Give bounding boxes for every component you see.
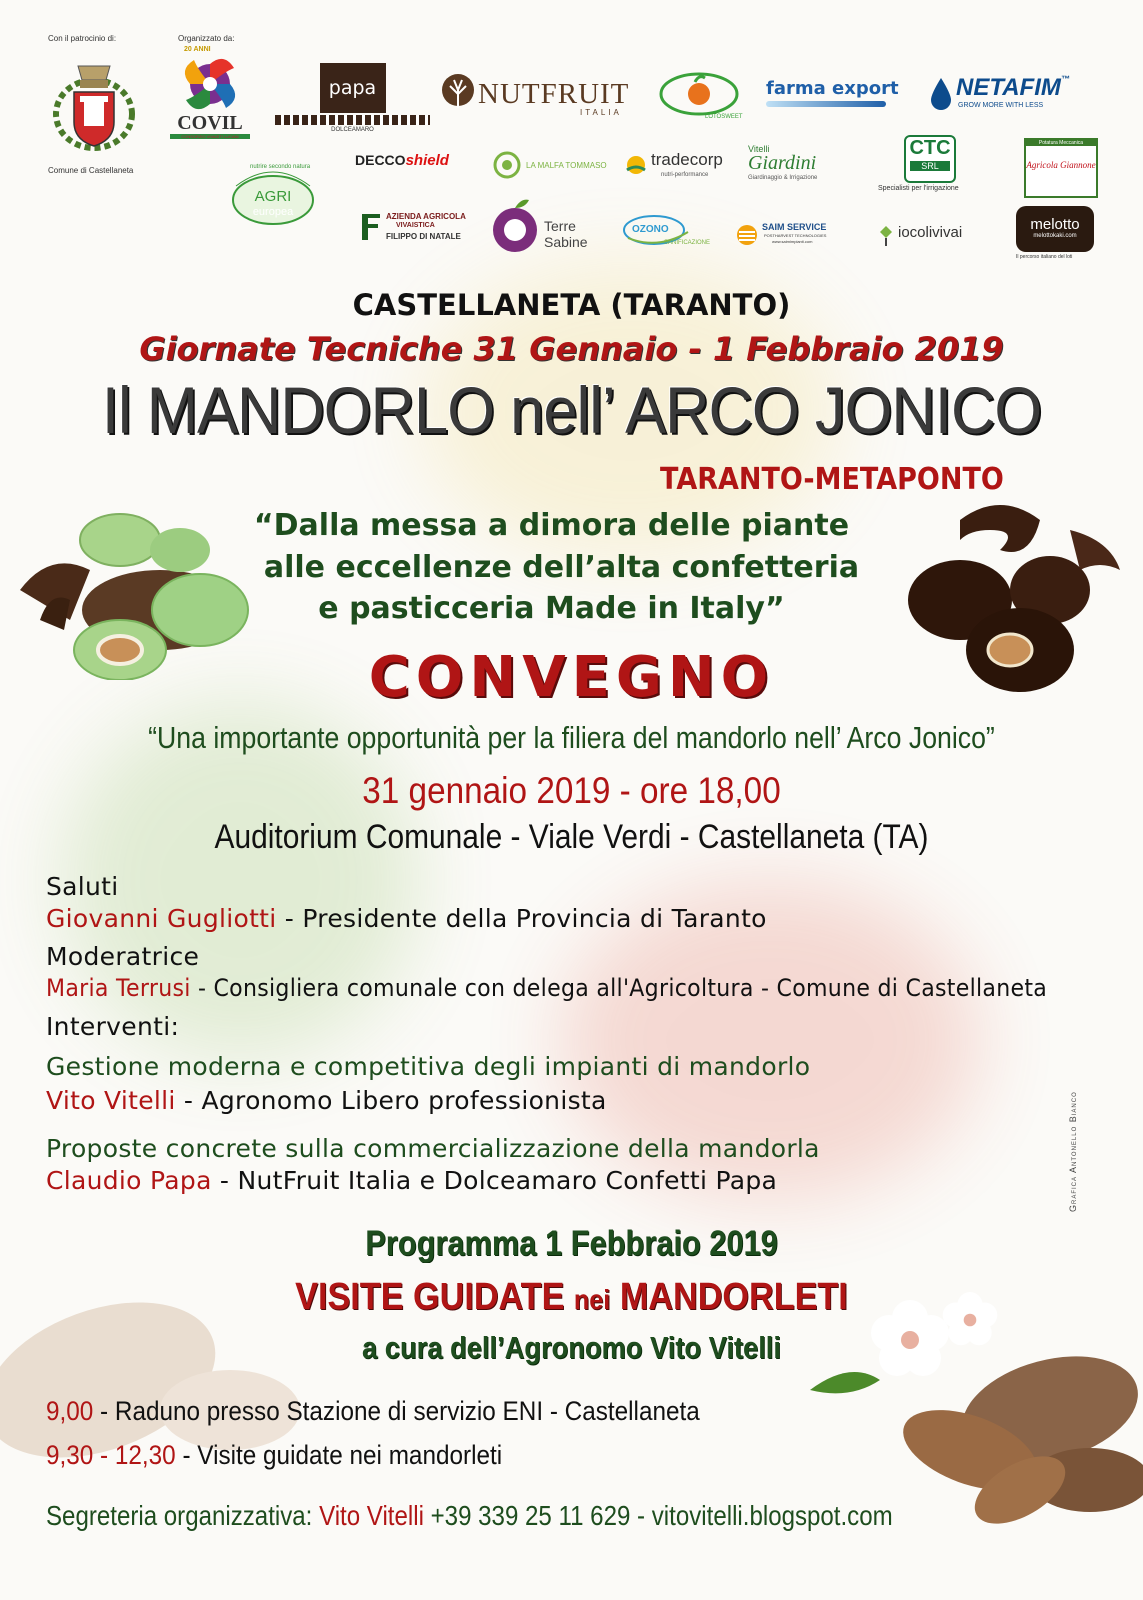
saluti-role: - Presidente della Provincia di Taranto <box>276 904 767 933</box>
filippo-l2: VIVAISTICA <box>396 222 435 229</box>
papa-sub: DOLCEAMARO <box>331 127 374 133</box>
convegno-datetime: 31 gennaio 2019 - ore 18,00 <box>362 770 781 811</box>
giardini-logo <box>748 144 848 190</box>
nutfruit-logo <box>440 72 640 116</box>
covil-sub: CONSORZIO VIVAISTI LUCANI <box>170 134 250 139</box>
talk1-role: - Agronomo Libero professionista <box>175 1086 607 1115</box>
almond-blossom-image <box>800 1290 1143 1530</box>
visite-b: nei <box>573 1284 611 1315</box>
moderatrice-role: - Consigliera comunale con delega all'Agricoltura - Comune di Castellaneta <box>190 974 1048 1002</box>
main-title: Il MANDORLO nell’ ARCO JONICO <box>101 373 1042 447</box>
location-title: CASTELLANETA (TARANTO) <box>352 288 791 322</box>
terre-l2: Sabine <box>544 234 588 250</box>
convegno-heading: CONVEGNO <box>368 645 775 710</box>
region-subtitle: TARANTO-METAPONTO <box>660 462 1004 497</box>
item1-time: 9,00 <box>46 1396 94 1426</box>
terre-sabine-logo <box>490 196 610 260</box>
moderatrice-line <box>46 974 1047 1002</box>
melotto-url: melottokaki.com <box>1033 233 1077 239</box>
organized-label: Organizzato da: <box>178 34 235 43</box>
agri-sub: europea <box>252 206 294 218</box>
saluti-line <box>46 904 767 933</box>
convegno-subtitle: “Una importante opportunità per la filiera del mandorlo nell’ Arco Jonico” <box>148 720 995 755</box>
item2-text: - Visite guidate nei mandorleti <box>175 1440 503 1470</box>
tradecorp-sub: nutri-performance <box>661 172 709 178</box>
saim-sub: POSTHARVEST TECHNOLOGIES <box>764 233 827 238</box>
netafim-name-text: NETAFIM <box>956 74 1061 101</box>
interventi-label: Interventi: <box>46 1012 180 1041</box>
item1-text: - Raduno presso Stazione di servizio ENI - Castellaneta <box>93 1396 700 1426</box>
cura-line: a cura dell’Agronomo Vito Vitelli <box>362 1330 781 1365</box>
saluti-label: Saluti <box>46 872 119 901</box>
iocoli-logo <box>878 222 988 252</box>
quote-line2: alle eccellenze dell’alta confetteria <box>263 550 860 585</box>
agri-europea-logo <box>228 162 318 228</box>
giardini-sub: Giardinaggio & Irrigazione <box>748 175 818 181</box>
comune-caption: Comune di Castellaneta <box>48 166 134 175</box>
papa-logo <box>275 63 430 141</box>
day2-item1 <box>46 1396 700 1427</box>
day2-item2 <box>46 1440 502 1471</box>
graphic-credit: Grafica Antonello Bianco <box>1068 1091 1078 1212</box>
agri-arc: nutrire secondo natura <box>250 164 311 170</box>
moderatrice-label: Moderatrice <box>46 942 200 971</box>
decco-a: DECCO <box>355 152 406 168</box>
ozono-sub: SANIFICAZIONE <box>664 240 711 246</box>
decco-b: shield <box>405 152 449 169</box>
quote-line3: e pasticceria Made in Italy” <box>318 591 785 626</box>
nutfruit-name: NUTFRUIT <box>478 78 630 110</box>
item2-time: 9,30 - 12,30 <box>46 1440 176 1470</box>
covil-logo <box>170 48 250 144</box>
covil-name: COVIL <box>177 112 243 134</box>
footer-site: - vitovitelli.blogspot.com <box>630 1500 893 1531</box>
lotosweet-logo <box>655 68 745 124</box>
footer-name: Vito Vitelli <box>319 1500 424 1531</box>
talk1-name: Vito Vitelli <box>46 1086 176 1115</box>
visite-a: VISITE GUIDATE <box>295 1276 574 1318</box>
terre-l1: Terre <box>544 218 576 234</box>
talk2-role: - NutFruit Italia e Dolceamaro Confetti Papa <box>211 1166 778 1195</box>
filippo-l3: FILIPPO DI NATALE <box>386 232 461 241</box>
filippo-logo <box>360 212 480 246</box>
papa-greek-border <box>275 115 430 125</box>
ctc-sub: Specialisti per l'irrigazione <box>878 185 959 192</box>
saim-url: www.saimimpianti.com <box>772 239 813 244</box>
comune-crest <box>50 52 138 162</box>
nutfruit-sub: ITALIA <box>580 108 622 117</box>
ctc-name: CTC <box>909 137 951 159</box>
ozono-logo <box>620 212 720 252</box>
farma-export-name: farma export <box>766 78 899 99</box>
agricola-top: Potatura Meccanica <box>1026 140 1096 146</box>
quote-line1: “Dalla messa a dimora delle piante <box>253 508 850 543</box>
convegno-venue: Auditorium Comunale - Viale Verdi - Castellaneta (TA) <box>214 818 929 856</box>
talk2-line <box>46 1166 777 1195</box>
filippo-l1: AZIENDA AGRICOLA <box>386 212 466 221</box>
saim-name: SAIM SERVICE <box>762 222 827 232</box>
lamalfa-logo <box>492 150 612 184</box>
talk2-name: Claudio Papa <box>46 1166 212 1195</box>
covil-years: 20 ANNI <box>184 46 211 53</box>
day2-heading: Programma 1 Febbraio 2019 <box>365 1224 778 1263</box>
ctc-srl: SRL <box>910 161 950 171</box>
netafim-tm: ™ <box>1060 74 1070 84</box>
giardini-name: Giardini <box>748 152 817 174</box>
giardini-top: Vitelli <box>748 144 770 154</box>
saluti-name: Giovanni Gugliotti <box>46 904 277 933</box>
netafim-logo <box>930 72 1110 116</box>
papa-name: papa <box>328 77 377 99</box>
footer-label: Segreteria organizzativa: <box>46 1500 320 1531</box>
visite-c: MANDORLETI <box>610 1276 848 1318</box>
talk1-title: Gestione moderna e competitiva degli impianti di mandorlo <box>46 1052 811 1081</box>
agricola-name: Agricola Giannone <box>1026 160 1096 170</box>
dates-title: Giornate Tecniche 31 Gennaio - 1 Febbraio 2019 <box>139 330 1004 368</box>
tradecorp-logo <box>625 150 735 184</box>
netafim-name <box>956 74 1070 102</box>
patronage-label: Con il patrocinio di: <box>48 34 117 43</box>
iocoli-name: iocolivivai <box>898 224 963 241</box>
farma-export-logo <box>766 78 916 118</box>
melotto-logo <box>1016 206 1112 266</box>
talk2-title: Proposte concrete sulla commercializzazione della mandorla <box>46 1134 820 1163</box>
lotosweet-name: LOTOSWEET <box>705 114 743 120</box>
moderatrice-name: Maria Terrusi <box>46 974 191 1002</box>
footer-line <box>46 1500 893 1532</box>
saim-logo <box>736 222 866 252</box>
footer-phone: +39 339 25 11 629 <box>423 1500 631 1531</box>
decco-logo <box>355 152 475 182</box>
lamalfa-name: LA MALFA TOMMASO <box>526 161 607 170</box>
ctc-logo <box>878 135 988 195</box>
agri-name: AGRI <box>254 188 292 205</box>
melotto-name: melotto <box>1030 216 1080 233</box>
ozono-name: OZONO <box>632 224 669 235</box>
talk1-line <box>46 1086 607 1115</box>
tradecorp-name: tradecorp <box>651 150 723 169</box>
melotto-sub: Il percorso italiano del loti <box>1016 254 1073 260</box>
agricola-logo <box>1024 138 1098 198</box>
netafim-tag: GROW MORE WITH LESS <box>958 102 1044 109</box>
